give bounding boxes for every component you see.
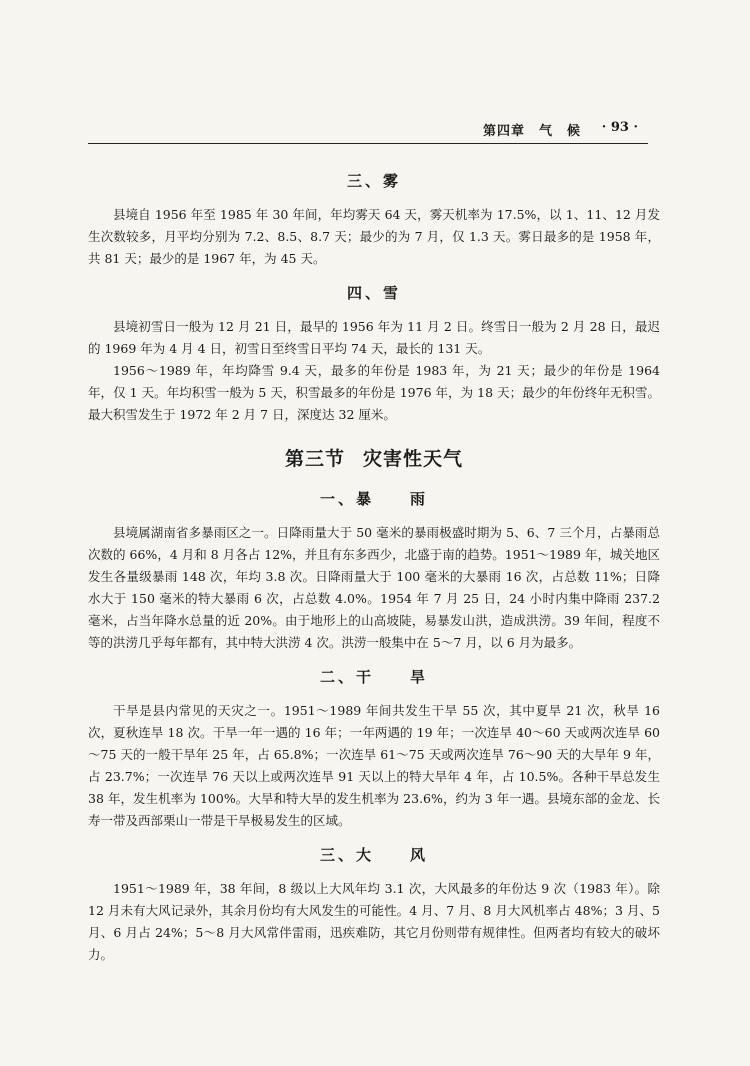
paragraph-drought: 干旱是县内常见的天灾之一。1951～1989 年间共发生干旱 55 次，其中夏旱 21 次，秋旱 16 次，夏秋连旱 18 次。干旱一年一遇的 16 年；一年两遇的 19 年；一次连旱 40～60 天或两次连旱 60～75 天的一般干旱年 25 年，占 65.8%；一次连旱 61～75 天或两次连旱 76～90 天的大旱年 9 年，占 23.7%；一次连旱 76 天以上或两次连旱 91 天以上的特大旱年 4 年，占 10.5%。各种干旱总发生 38 年，发生机率为 100%。大旱和特大旱的发生机率为 23.6%，约为 3 年一遇。县境东部的金龙、长寿一带及西部栗山一带是干旱极易发生的区域。 [88, 703, 660, 828]
section-heading [88, 444, 660, 474]
paragraph-rainstorm: 县境属湖南省多暴雨区之一。日降雨量大于 50 毫米的暴雨极盛时期为 5、6、7 三个月，占暴雨总次数的 66%，4 月和 8 月各占 12%，并且有东多西少，北盛于南的趋势。1951～1989 年，城关地区发生各量级暴雨 148 次，年均 3.8 次。日降雨量大于 100 毫米的大暴雨 16 次，占总数 11%；日降水大于 150 毫米的特大暴雨 6 次，占总数 4.0%。1954 年 7 月 25 日，24 小时内集中降雨 237.2 毫米，占当年降水总量的近 20%。由于地形上的山高坡陡，易暴发山洪，造成洪涝。39 年间，程度不等的洪涝几乎每年都有，其中特大洪涝 4 次。洪涝一般集中在 5～7 月，以 6 月为最多。 [88, 525, 660, 650]
section-title: 灾害性天气 [363, 448, 464, 470]
heading-wind: 三、大 风 [319, 846, 428, 864]
paragraph-snow-first: 县境初雪日一般为 12 月 21 日，最早的 1956 年为 11 月 2 日。终雪日一般为 2 月 28 日，最迟的 1969 年为 4 月 4 日，初雪日至终雪日平均 74 天，最长的 131 天。 [88, 319, 660, 356]
running-header [88, 120, 648, 142]
heading-rainstorm: 一、暴 雨 [319, 490, 428, 508]
heading-snow: 四、雪 [346, 284, 401, 302]
paragraph-wind: 1951～1989 年，38 年间，8 级以上大风年均 3.1 次，大风最多的年份达 9 次（1983 年）。除 12 月未有大风记录外，其余月份均有大风发生的可能性。4 月、7 月、8 月大风机率占 48%；3 月、5 月、6 月占 24%；5～8 月大风常伴雷雨，迅疾难防，其它月份则带有规律性。但两者均有较大的破坏力。 [88, 881, 660, 962]
page-body [88, 158, 660, 966]
paragraph-fog: 县境自 1956 年至 1985 年 30 年间，年均雾天 64 天，雾天机率为 17.5%，以 1、11、12 月发生次数较多，月平均分别为 7.2、8.5、8.7 天；最少的为 7 月，仅 1.3 天。雾日最多的是 1958 年，共 81 天；最少的是 1967 年，为 45 天。 [88, 207, 660, 266]
paragraph-snow-second: 1956～1989 年，年均降雪 9.4 天，最多的年份是 1983 年，为 21 天；最少的年份是 1964 年，仅 1 天。年均积雪一般为 5 天，积雪最多的年份是 1976 年，为 18 天；最少的年份终年无积雪。最大积雪发生于 1972 年 2 月 7 日，深度达 32 厘米。 [88, 363, 660, 422]
page-number: · 93 · [601, 120, 638, 135]
section-number: 第三节 [284, 448, 345, 470]
heading-drought: 二、干 旱 [319, 668, 428, 686]
chapter-title: 第四章 气 候 [483, 124, 582, 139]
header-rule [88, 143, 648, 144]
heading-fog: 三、雾 [346, 172, 401, 190]
